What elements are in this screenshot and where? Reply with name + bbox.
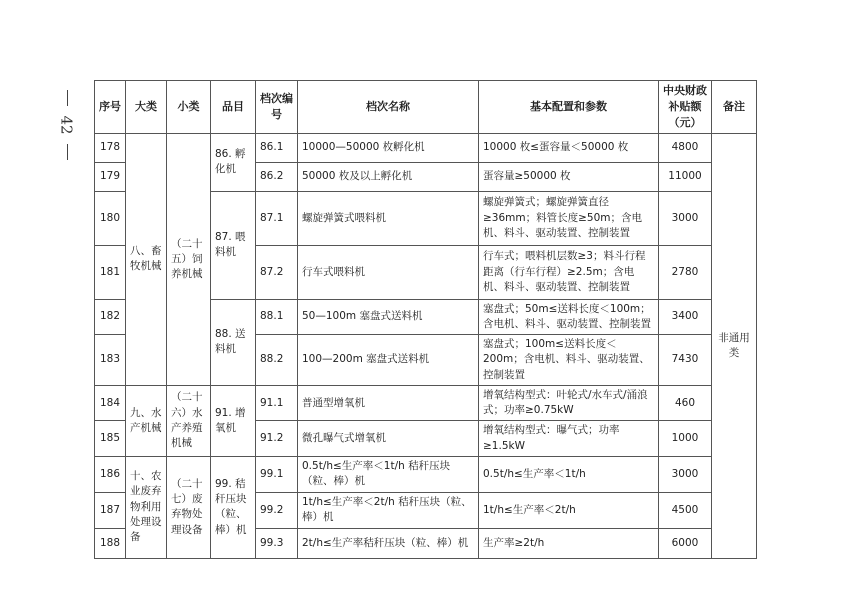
subsidy-table	[94, 80, 757, 559]
seq-cell: 179	[95, 162, 126, 191]
minor-category-cell: （二十五）饲养机械	[167, 133, 211, 385]
subsidy-cell: 4500	[659, 492, 712, 528]
config-cell: 0.5t/h≤生产率＜1t/h	[479, 456, 659, 492]
grade-name-cell: 50000 枚及以上孵化机	[298, 162, 479, 191]
header-grade-name: 档次名称	[298, 81, 479, 134]
header-row	[95, 81, 757, 134]
seq-cell: 185	[95, 421, 126, 456]
item-cell: 87. 喂料机	[211, 191, 256, 299]
grade-code-cell: 91.1	[256, 385, 298, 420]
grade-code-cell: 87.2	[256, 245, 298, 299]
header-seq: 序号	[95, 81, 126, 134]
item-cell: 86. 孵化机	[211, 133, 256, 191]
item-cell: 99. 秸秆压块（粒、棒）机	[211, 456, 256, 558]
config-cell: 螺旋弹簧式；螺旋弹簧直径≥36mm；料管长度≥50m；含电机、料斗、驱动装置、控制装置	[479, 191, 659, 245]
subsidy-cell: 6000	[659, 528, 712, 558]
major-category-cell: 八、畜牧机械	[126, 133, 167, 385]
header-item: 品目	[211, 81, 256, 134]
grade-name-cell: 微孔曝气式增氧机	[298, 421, 479, 456]
subsidy-cell: 460	[659, 385, 712, 420]
seq-cell: 182	[95, 299, 126, 334]
grade-name-cell: 100—200m 塞盘式送料机	[298, 335, 479, 386]
page-number	[52, 90, 82, 170]
item-cell: 88. 送料机	[211, 299, 256, 385]
seq-cell: 178	[95, 133, 126, 162]
config-cell: 10000 枚≤蛋容量＜50000 枚	[479, 133, 659, 162]
seq-cell: 183	[95, 335, 126, 386]
grade-name-cell: 0.5t/h≤生产率＜1t/h 秸秆压块（粒、棒）机	[298, 456, 479, 492]
seq-cell: 184	[95, 385, 126, 420]
major-category-cell: 九、水产机械	[126, 385, 167, 456]
grade-code-cell: 88.2	[256, 335, 298, 386]
note-cell: 非通用类	[712, 133, 757, 558]
subsidy-cell: 1000	[659, 421, 712, 456]
grade-code-cell: 99.2	[256, 492, 298, 528]
config-cell: 增氧结构型式：曝气式；功率≥1.5kW	[479, 421, 659, 456]
grade-name-cell: 1t/h≤生产率＜2t/h 秸秆压块（粒、棒）机	[298, 492, 479, 528]
config-cell: 增氧结构型式：叶轮式/水车式/涌浪式；功率≥0.75kW	[479, 385, 659, 420]
header-minor: 小类	[167, 81, 211, 134]
grade-name-cell: 行车式喂料机	[298, 245, 479, 299]
seq-cell: 180	[95, 191, 126, 245]
subsidy-cell: 2780	[659, 245, 712, 299]
header-grade-code: 档次编号	[256, 81, 298, 134]
grade-code-cell: 86.2	[256, 162, 298, 191]
header-subsidy: 中央财政补贴额（元）	[659, 81, 712, 134]
subsidy-cell: 3000	[659, 456, 712, 492]
header-note: 备注	[712, 81, 757, 134]
subsidy-cell: 3000	[659, 191, 712, 245]
subsidy-cell: 3400	[659, 299, 712, 334]
grade-code-cell: 86.1	[256, 133, 298, 162]
page-number-text: 42	[58, 115, 76, 135]
page-number-dash-bottom	[67, 144, 68, 160]
table-row	[95, 385, 757, 420]
config-cell: 蛋容量≥50000 枚	[479, 162, 659, 191]
header-major: 大类	[126, 81, 167, 134]
item-cell: 91. 增氧机	[211, 385, 256, 456]
config-cell: 行车式；喂料机层数≥3；料斗行程距离（行车行程）≥2.5m；含电机、料斗、驱动装置、控制装置	[479, 245, 659, 299]
seq-cell: 187	[95, 492, 126, 528]
config-cell: 生产率≥2t/h	[479, 528, 659, 558]
seq-cell: 186	[95, 456, 126, 492]
grade-name-cell: 10000—50000 枚孵化机	[298, 133, 479, 162]
grade-name-cell: 普通型增氧机	[298, 385, 479, 420]
config-cell: 塞盘式；100m≤送料长度＜200m；含电机、料斗、驱动装置、控制装置	[479, 335, 659, 386]
config-cell: 1t/h≤生产率＜2t/h	[479, 492, 659, 528]
subsidy-cell: 4800	[659, 133, 712, 162]
grade-name-cell: 50—100m 塞盘式送料机	[298, 299, 479, 334]
subsidy-cell: 7430	[659, 335, 712, 386]
grade-code-cell: 99.1	[256, 456, 298, 492]
grade-code-cell: 88.1	[256, 299, 298, 334]
grade-name-cell: 2t/h≤生产率秸秆压块（粒、棒）机	[298, 528, 479, 558]
grade-code-cell: 87.1	[256, 191, 298, 245]
subsidy-cell: 11000	[659, 162, 712, 191]
seq-cell: 188	[95, 528, 126, 558]
table-row	[95, 456, 757, 492]
grade-name-cell: 螺旋弹簧式喂料机	[298, 191, 479, 245]
table-row	[95, 133, 757, 162]
minor-category-cell: （二十七）废弃物处理设备	[167, 456, 211, 558]
config-cell: 塞盘式；50m≤送料长度＜100m；含电机、料斗、驱动装置、控制装置	[479, 299, 659, 334]
page-number-dash-top	[67, 90, 68, 106]
minor-category-cell: （二十六）水产养殖机械	[167, 385, 211, 456]
major-category-cell: 十、农业废弃物利用处理设备	[126, 456, 167, 558]
grade-code-cell: 99.3	[256, 528, 298, 558]
grade-code-cell: 91.2	[256, 421, 298, 456]
header-config: 基本配置和参数	[479, 81, 659, 134]
seq-cell: 181	[95, 245, 126, 299]
